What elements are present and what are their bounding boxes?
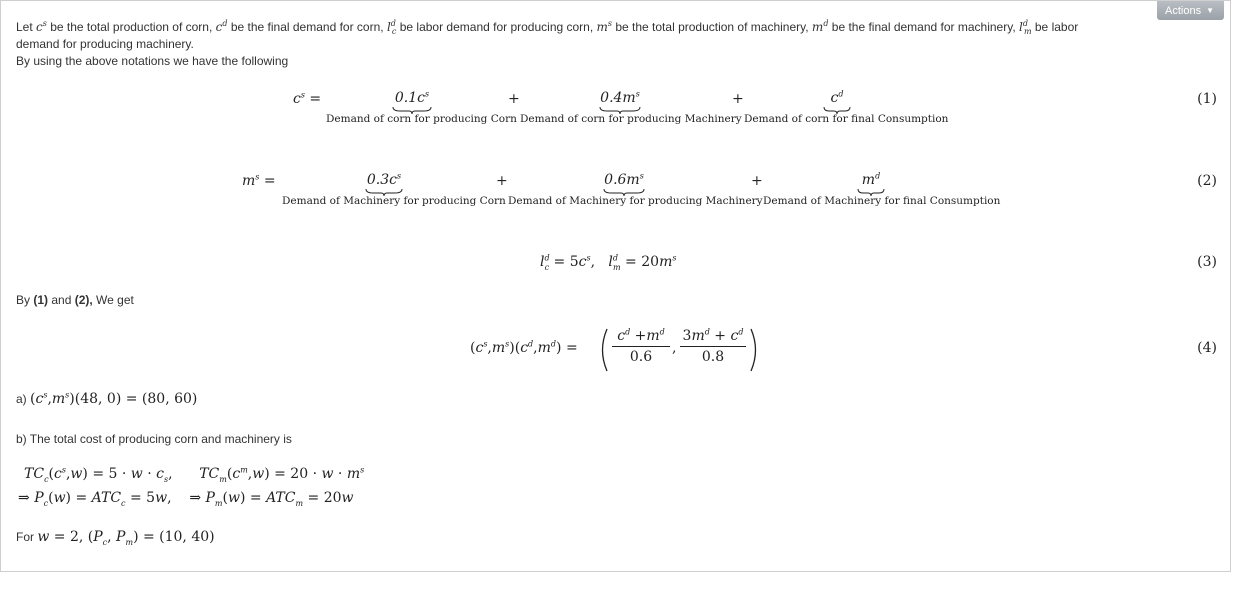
right-paren-icon bbox=[748, 328, 762, 372]
equation-3: $l^d_c = 5c^s$, $l^d_m = 20m^s$ (3) bbox=[540, 253, 1217, 272]
equation-2: $m^s$ = $0.3c^s$ Demand of Machinery for producing Corn + $0.6m^s$ Demand of Machinery for producing Machinery + $m^d$ Demand of Machinery for final Consumption (2) bbox=[242, 171, 1217, 207]
intro-paragraph: Let $c^s$ be the total production of corn, $c^d$ be the final demand for corn, $l^d_c$ be labor demand for producing corn, $m^s$ be the total production of machinery, $m^d$ be the final demand for machinery, $l^d_m$ be labor demand for producing machinery. By using the above notations we have the following bbox=[16, 19, 1079, 68]
equation-1: $c^s$ = $0.1c^s$ Demand of corn for producing Corn + $0.4m^s$ Demand of corn for producing Machinery + $c^d$ Demand of corn for final Consumption (1) bbox=[293, 89, 1217, 125]
actions-label: Actions bbox=[1165, 5, 1202, 17]
eq2-term-2: $0.6m^s$ Demand of Machinery for producing Machinery bbox=[508, 171, 763, 207]
by-line: By (1) and (2), We get bbox=[16, 293, 134, 307]
eq1-term-1: $0.1c^s$ Demand of corn for producing Corn bbox=[326, 89, 517, 125]
eq2-term-3: $m^d$ Demand of Machinery for final Consumption bbox=[763, 171, 1001, 207]
part-b: b) The total cost of producing corn and machinery is bbox=[16, 432, 292, 446]
eq1-term-3: $c^d$ Demand of corn for final Consumption bbox=[744, 89, 949, 125]
caret-down-icon: ▼ bbox=[1206, 6, 1214, 15]
left-paren-icon bbox=[596, 328, 610, 372]
final-line: For w = 2, ($P_c$, $P_m) = (10$, 40) bbox=[16, 529, 215, 547]
actions-menu-button[interactable] bbox=[1157, 1, 1224, 20]
part-a: a) $(c^s,m^s)(48$, 0) = (80, 60) bbox=[16, 390, 198, 407]
total-cost-formulas: $TC_c(c^s,w) = 5 \cdot w \cdot c_s$, $TC_m(c^m,w) = 20 \cdot w \cdot m^s$ bbox=[24, 465, 365, 484]
labor-demand-formula: $l^d_c = 5c^s$, $l^d_m = 20m^s$ bbox=[540, 253, 677, 272]
eq1-term-2: $0.4m^s$ Demand of corn for producing Machinery bbox=[520, 89, 742, 125]
eq2-term-1: $0.3c^s$ Demand of Machinery for producing Corn bbox=[282, 171, 506, 207]
price-formulas: ⇒ $P_c(w) = ATC_c = 5w$, ⇒ $P_m(w) = ATC_m = 20w$ bbox=[18, 490, 354, 508]
equation-4: $(c^s,m^s)(c^d,m^d)$ = $c^d +m^d$ 0.6 , $3m^d + c^d$ 0.8 (4) bbox=[0, 326, 1231, 372]
